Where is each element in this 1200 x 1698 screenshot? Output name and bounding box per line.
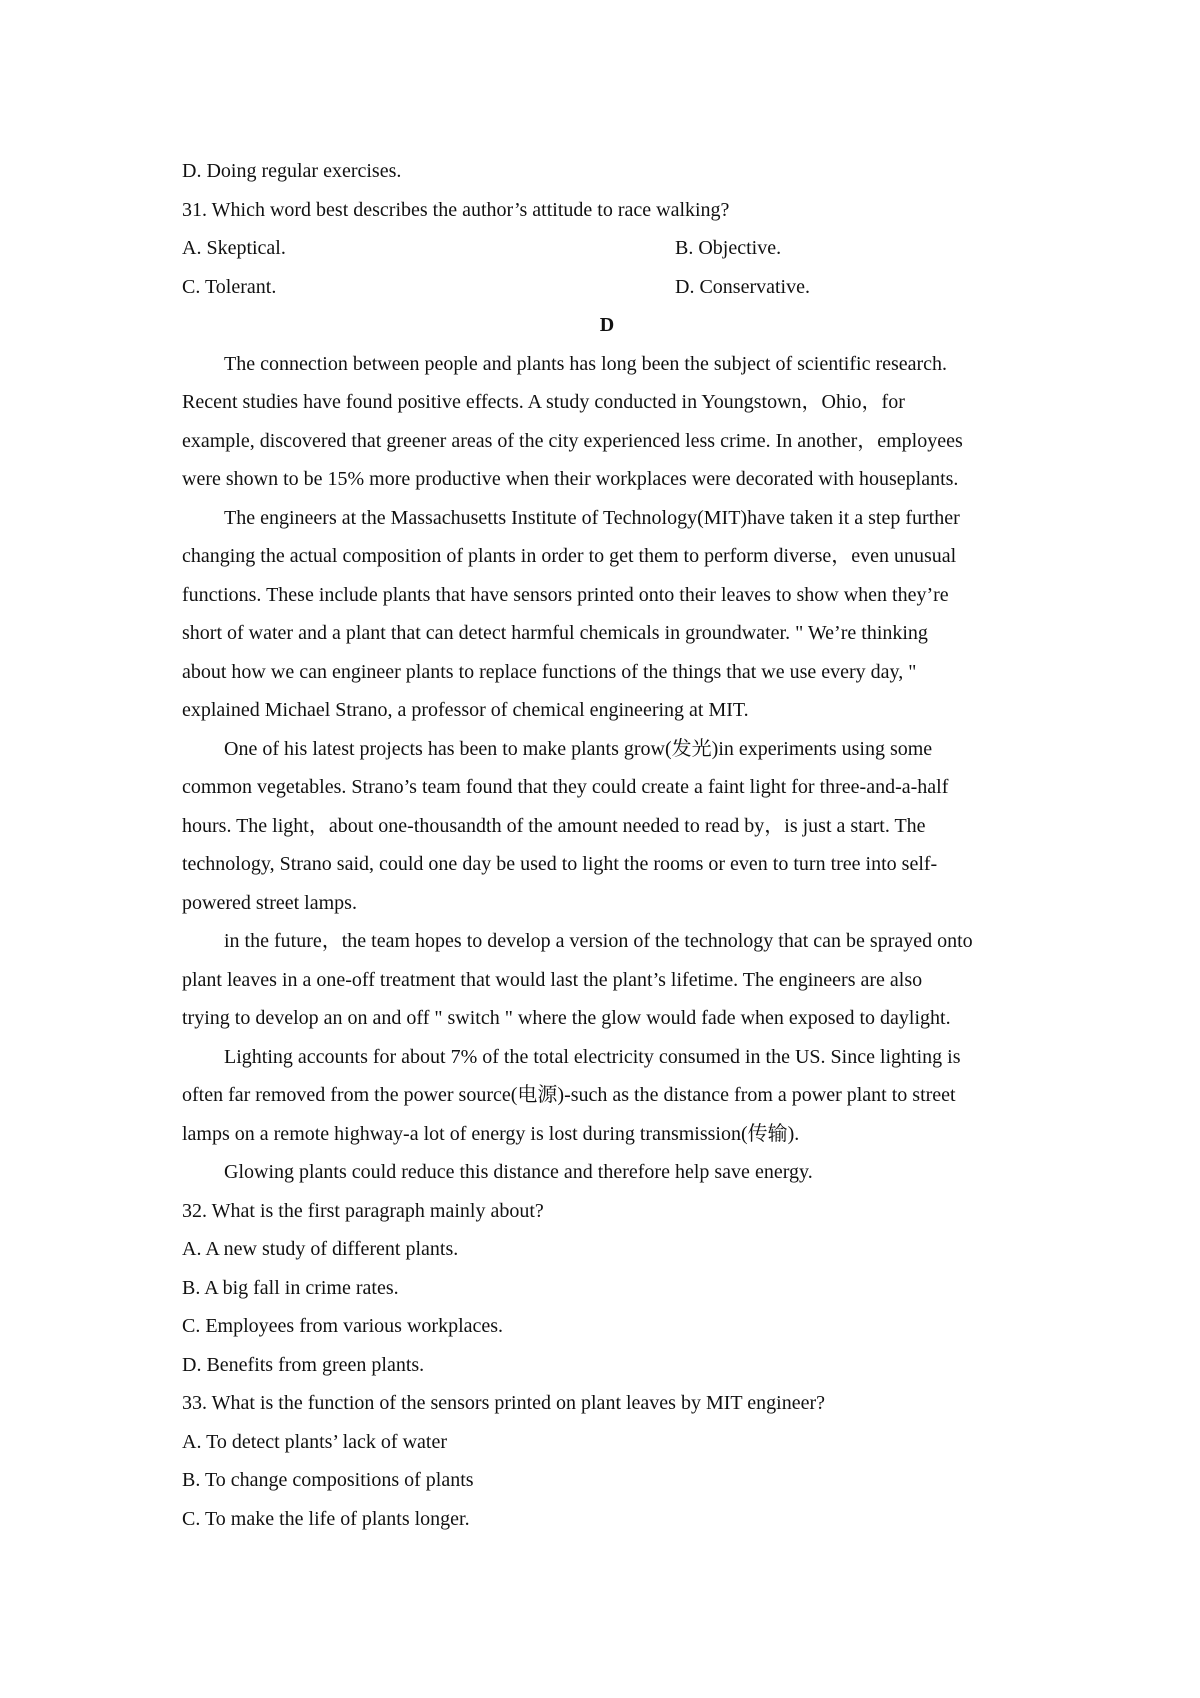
paragraph-line: Recent studies have found positive effects. A study conducted in Youngstown，Ohio，for <box>182 391 905 413</box>
paragraph-line: trying to develop an on and off " switch " where the glow would fade when exposed to daylight. <box>182 1007 951 1029</box>
paragraph-line: plant leaves in a one-off treatment that would last the plant’s lifetime. The engineers are also <box>182 968 923 991</box>
q33-option-c: C. To make the life of plants longer. <box>182 1507 470 1530</box>
q31-option-a: A. Skeptical. <box>182 237 286 259</box>
q33-option-b: B. To change compositions of plants <box>182 1469 474 1491</box>
passage-paragraph-4 <box>182 922 1032 1038</box>
passage-paragraph-3 <box>182 730 1032 923</box>
q33-option-a: A. To detect plants’ lack of water <box>182 1430 447 1453</box>
q32-option-d: D. Benefits from green plants. <box>182 1353 425 1376</box>
passage-paragraph-1 <box>182 345 1032 499</box>
paragraph-line: technology, Strano said, could one day be used to light the rooms or even to turn tree into self- <box>182 853 938 875</box>
passage-paragraph-5 <box>182 1038 1032 1154</box>
paragraph-line: were shown to be 15% more productive when their workplaces were decorated with houseplants. <box>182 468 959 490</box>
q32-option-c: C. Employees from various workplaces. <box>182 1315 504 1337</box>
q32-option-b: B. A big fall in crime rates. <box>182 1276 399 1299</box>
paragraph-line: in the future，the team hopes to develop a version of the technology that can be sprayed onto <box>224 930 973 952</box>
paragraph-line: about how we can engineer plants to replace functions of the things that we use every day, " <box>182 660 917 683</box>
section-title: D <box>599 314 615 336</box>
paragraph-line: often far removed from the power source(电源)-such as the distance from a power plant to street <box>182 1084 956 1106</box>
paragraph-line: The engineers at the Massachusetts Institute of Technology(MIT)have taken it a step further <box>224 506 960 529</box>
paragraph-line: Lighting accounts for about 7% of the total electricity consumed in the US. Since lighting is <box>224 1045 961 1068</box>
q32-question: 32. What is the first paragraph mainly about? <box>182 1199 544 1222</box>
q31-option-d: D. Conservative. <box>675 275 810 298</box>
q33-question: 33. What is the function of the sensors printed on plant leaves by MIT engineer? <box>182 1392 825 1414</box>
paragraph-line: changing the actual composition of plants in order to get them to perform diverse，even unusual <box>182 545 957 567</box>
paragraph-line: One of his latest projects has been to make plants grow(发光)in experiments using some <box>224 737 933 760</box>
q31-option-c: C. Tolerant. <box>182 275 277 298</box>
paragraph-line: example, discovered that greener areas of the city experienced less crime. In another，employees <box>182 429 963 452</box>
document-page <box>182 152 1032 1538</box>
paragraph-line: hours. The light，about one-thousandth of the amount needed to read by，is just a start. The <box>182 814 926 837</box>
q31-option-b: B. Objective. <box>675 237 782 259</box>
passage-paragraph-2 <box>182 499 1032 730</box>
paragraph-line: lamps on a remote highway-a lot of energy is lost during transmission(传输). <box>182 1122 800 1145</box>
q31-question: 31. Which word best describes the author’s attitude to race walking? <box>182 198 730 221</box>
q31-options-row-2 <box>182 268 1032 307</box>
paragraph-line: The connection between people and plants has long been the subject of scientific research. <box>224 352 948 375</box>
passage-paragraph-6 <box>182 1153 1032 1192</box>
q32-option-a: A. A new study of different plants. <box>182 1238 459 1260</box>
paragraph-line: common vegetables. Strano’s team found that they could create a faint light for three-and-a-half <box>182 776 949 798</box>
q31-options-row-1 <box>182 229 1032 268</box>
paragraph-line: Glowing plants could reduce this distance and therefore help save energy. <box>224 1161 813 1183</box>
paragraph-line: short of water and a plant that can detect harmful chemicals in groundwater. " We’re thinking <box>182 622 928 644</box>
paragraph-line: functions. These include plants that have sensors printed onto their leaves to show when they’re <box>182 583 949 606</box>
paragraph-line: powered street lamps. <box>182 891 357 914</box>
q30-option-d: D. Doing regular exercises. <box>182 160 402 182</box>
paragraph-line: explained Michael Strano, a professor of chemical engineering at MIT. <box>182 699 749 721</box>
